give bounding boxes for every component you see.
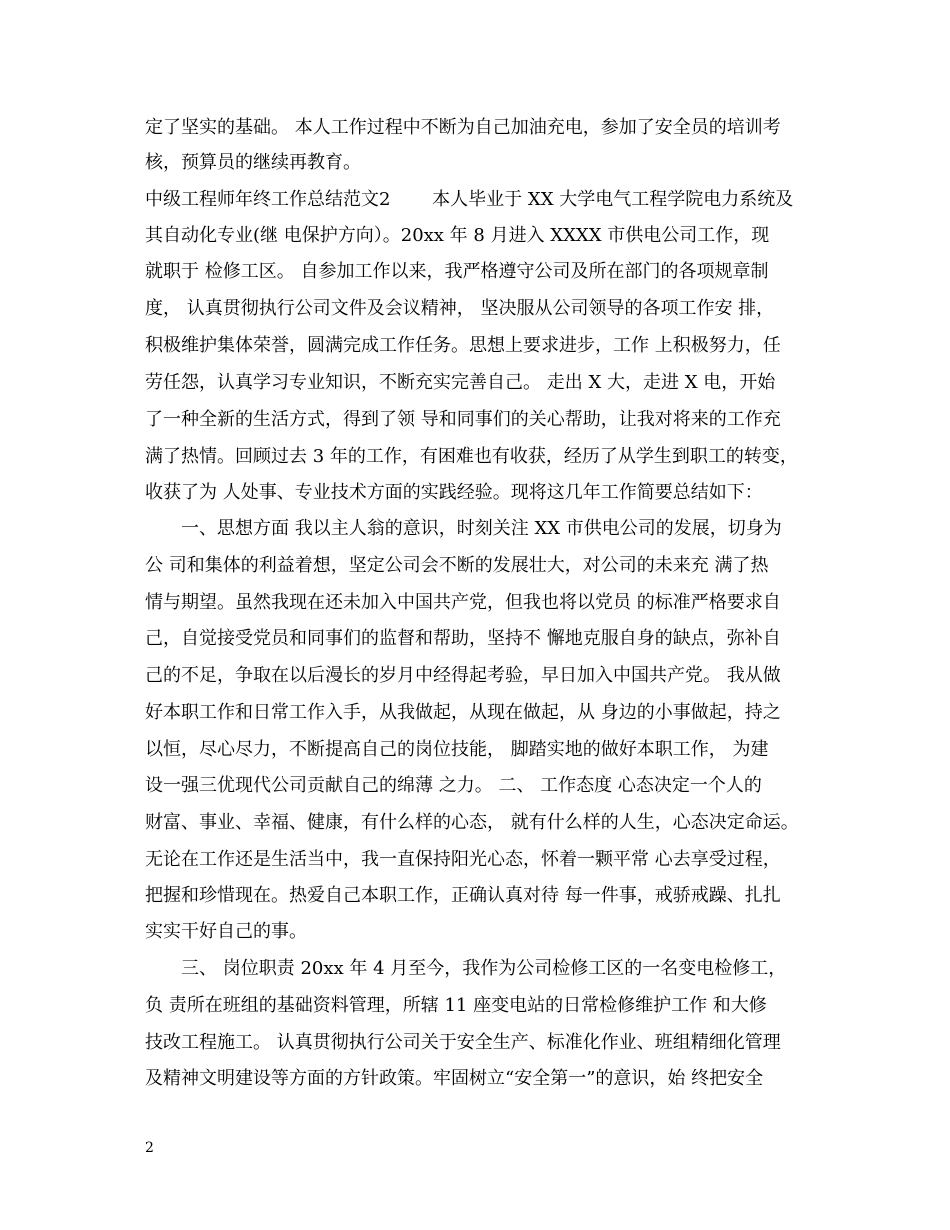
text-line: 积极维护集体荣誉，圆满完成工作任务。思想上要求进步，工作 上积极努力，任: [145, 335, 781, 356]
text-line: 把握和珍惜现在。热爱自己本职工作，正确认真对待 每一件事，戒骄戒躁、扎扎: [145, 885, 781, 906]
text-line: 核，预算员的继续再教育。: [145, 152, 361, 173]
text-line: 及精神文明建设等方面的方针政策。牢固树立“安全第一”的意识，始 终把安全: [145, 1068, 764, 1089]
text-line: 以恒，尽心尽力，不断提高自己的岗位技能， 脚踏实地的做好本职工作， 为建: [145, 739, 769, 760]
text-line: 实实干好自己的事。: [145, 921, 307, 942]
text-line: 己的不足，争取在以后漫长的岁月中经得起考验，早日加入中国共产党。 我从做: [145, 665, 781, 686]
text-line: 劳任怨，认真学习专业知识，不断充实完善自己。 走出 X 大，走进 X 电，开始: [145, 372, 776, 393]
text-line: 无论在工作还是生活当中，我一直保持阳光心态，怀着一颗平常 心去享受过程，: [145, 849, 781, 870]
text-line: 公 司和集体的利益着想，坚定公司会不断的发展壮大，对公司的未来充 满了热: [145, 555, 769, 576]
text-line: 就职于 检修工区。 自参加工作以来，我严格遵守公司及所在部门的各项规章制: [145, 261, 769, 282]
page-number: 2: [145, 1140, 154, 1156]
text-line: 情与期望。虽然我现在还未加入中国共产党，但我也将以党员 的标准严格要求自: [145, 592, 781, 613]
text-line: 收获了为 人处事、专业技术方面的实践经验。现将这几年工作简要总结如下：: [145, 482, 763, 503]
text-line: 满了热情。回顾过去 3 年的工作，有困难也有收获，经历了从学生到职工的转变，: [145, 446, 798, 467]
text-line: 三、 岗位职责 20xx 年 4 月至今，我作为公司检修工区的一名变电检修工，: [145, 958, 787, 979]
text-line: 一、思想方面 我以主人翁的意识，时刻关注 XX 市供电公司的发展，切身为: [145, 518, 782, 539]
text-line: 设一强三优现代公司贡献自己的绵薄 之力。 二、 工作态度 心态决定一个人的: [145, 775, 762, 796]
text-line: 中级工程师年终工作总结范文2 本人毕业于 XX 大学电气工程学院电力系统及: [145, 189, 794, 210]
text-line: 负 责所在班组的基础资料管理，所辖 11 座变电站的日常检修维护工作 和大修: [145, 995, 767, 1016]
text-line: 度， 认真贯彻执行公司文件及会议精神， 坚决服从公司领导的各项工作安 排，: [145, 298, 775, 319]
text-line: 了一种全新的生活方式，得到了领 导和同事们的关心帮助，让我对将来的工作充: [145, 409, 781, 430]
text-line: 技改工程施工。 认真贯彻执行公司关于安全生产、标准化作业、班组精细化管理: [145, 1032, 781, 1053]
text-line: 其自动化专业(继 电保护方向）。20xx 年 8 月进入 XXXX 市供电公司工作，现: [145, 225, 770, 246]
text-line: 好本职工作和日常工作入手，从我做起，从现在做起，从 身边的小事做起，持之: [145, 702, 781, 723]
text-line: 财富、事业、幸福、健康，有什么样的心态， 就有什么样的人生，心态决定命运。: [145, 812, 799, 833]
text-line: 己，自觉接受党员和同事们的监督和帮助，坚持不 懈地克服自身的缺点，弥补自: [145, 628, 781, 649]
text-line: 定了坚实的基础。 本人工作过程中不断为自己加油充电，参加了安全员的培训考: [145, 117, 781, 138]
